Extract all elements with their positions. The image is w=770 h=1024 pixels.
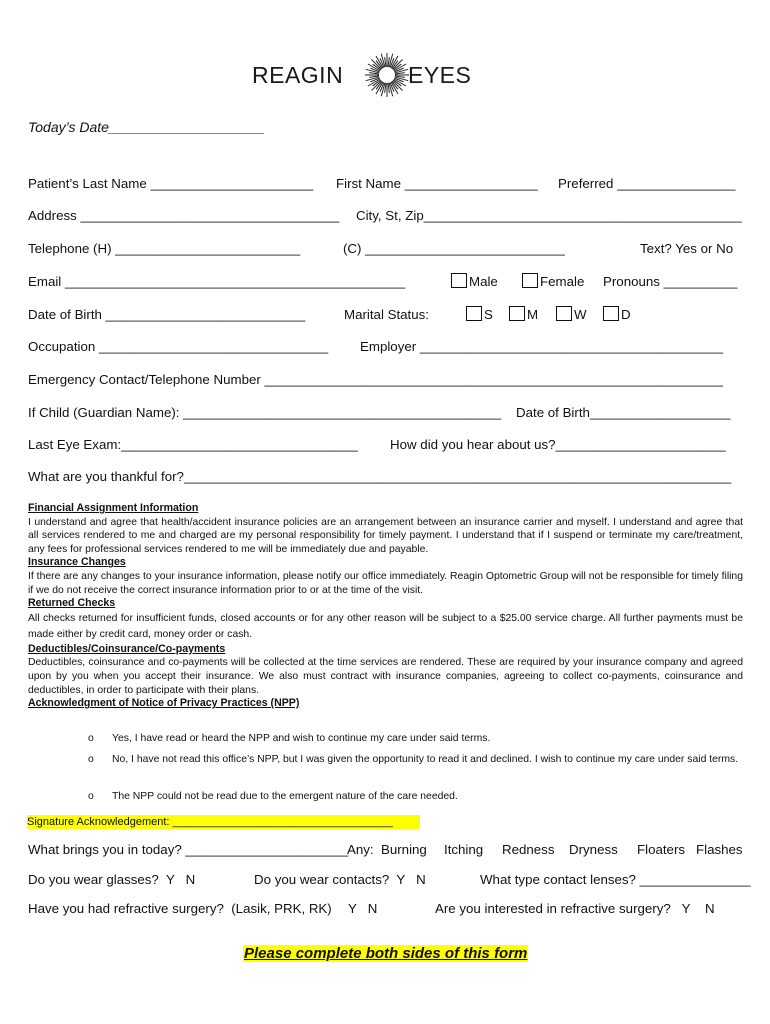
single-label: S (484, 307, 493, 322)
symptom-itching-option[interactable]: Itching (444, 842, 484, 857)
gender-male-option[interactable] (451, 273, 498, 289)
symptom-dryness-option[interactable]: Dryness (569, 842, 618, 857)
marital-divorced-option[interactable] (603, 306, 631, 322)
divorced-label: D (621, 307, 631, 322)
symptom-floaters-option[interactable]: Floaters (637, 842, 686, 857)
insurance-changes-text: If there are any changes to your insurance information, please notify our office immediately. Reagin Optometric Group will not be responsible for timely filing if we do not receive the correct insurance information prior to or at the time of the visit. (28, 570, 743, 596)
npp-option-text: No, I have not read this office’s NPP, but I was given the opportunity to read it and declined. I wish to continue my care under said terms. (112, 754, 739, 765)
thankful-for-field[interactable]: What are you thankful for?__________________________________________________________________________ (28, 469, 732, 484)
male-checkbox[interactable] (451, 273, 467, 288)
date-of-birth-field[interactable]: Date of Birth ___________________________ (28, 307, 306, 322)
insurance-changes-heading: Insurance Changes (28, 556, 126, 569)
employer-field[interactable]: Employer _________________________________________ (360, 339, 724, 354)
emergency-contact-field[interactable]: Emergency Contact/Telephone Number ______________________________________________________________ (28, 372, 724, 387)
divorced-checkbox[interactable] (603, 306, 619, 321)
occupation-field[interactable]: Occupation _______________________________ (28, 339, 329, 354)
address-field[interactable]: Address ___________________________________ (28, 208, 340, 223)
male-label: Male (469, 274, 498, 289)
visit-reason-field[interactable]: What brings you in today? ______________________ (28, 842, 349, 857)
referral-source-field[interactable]: How did you hear about us?_______________________ (390, 437, 726, 452)
refractive-surgery-yes-no[interactable]: Y N (348, 901, 378, 916)
signature-acknowledgement-field[interactable]: Signature Acknowledgement: ____________________________________ (27, 815, 420, 829)
todays-date-field[interactable]: Today’s Date____________________ (28, 119, 265, 135)
deductibles-heading: Deductibles/Coinsurance/Co-payments (28, 642, 226, 655)
refractive-interest-question[interactable]: Are you interested in refractive surgery? Y N (435, 901, 715, 916)
symptom-flashes-option[interactable]: Flashes (696, 842, 743, 857)
returned-checks-text: All checks returned for insufficient funds, closed accounts or for any other reason will be subject to a $25.00 service charge. All further payments must be made either by credit card, money order or cash. (28, 612, 743, 640)
widowed-checkbox[interactable] (556, 306, 572, 321)
female-label: Female (540, 274, 585, 289)
npp-option-bullet[interactable]: o (88, 791, 94, 802)
gender-female-option[interactable] (522, 273, 584, 289)
first-name-field[interactable]: First Name __________________ (336, 176, 538, 191)
financial-assignment-text: I understand and agree that health/accident insurance policies are an arrangement between an insurance carrier and myself. I understand and agree that all services rendered to me and charged are my personal responsibility for timely payment. I understand that if I suspend or terminate my care/treatment, any fees for professional services rendered to me will be immediately due and payable. (28, 516, 743, 555)
last-eye-exam-field[interactable]: Last Eye Exam:________________________________ (28, 437, 358, 452)
child-date-of-birth-field[interactable]: Date of Birth___________________ (516, 405, 731, 420)
single-checkbox[interactable] (466, 306, 482, 321)
deductibles-text: Deductibles, coinsurance and co-payments will be collected at the time services are rendered. These are required by your insurance company and agreed upon by you when you accept their insurance. We also must contract with insurance companies, agreeing to collect co-payments, coinsurance and deductibles, in order to participate with their plans. (28, 657, 743, 696)
npp-option-text: The NPP could not be read due to the emergent nature of the care needed. (112, 791, 458, 802)
npp-option-bullet[interactable]: o (88, 733, 94, 744)
returned-checks-heading: Returned Checks (28, 597, 116, 610)
pronouns-field[interactable]: Pronouns __________ (603, 274, 738, 289)
widowed-label: W (574, 307, 587, 322)
logo-word-reagin: REAGIN (252, 62, 344, 88)
telephone-home-field[interactable]: Telephone (H) _________________________ (28, 241, 301, 256)
policy-section (28, 502, 743, 711)
logo-word-eyes: EYES (408, 62, 472, 88)
npp-option-text: Yes, I have read or heard the NPP and wish to continue my care under said terms. (112, 733, 491, 744)
marital-widowed-option[interactable] (556, 306, 587, 322)
guardian-name-field[interactable]: If Child (Guardian Name): ___________________________________________ (28, 405, 502, 420)
telephone-cell-field[interactable]: (C) ___________________________ (343, 241, 565, 256)
female-checkbox[interactable] (522, 273, 538, 288)
contact-lens-type-field[interactable]: What type contact lenses? _______________ (480, 872, 751, 887)
wear-glasses-question[interactable]: Do you wear glasses? Y N (28, 872, 196, 887)
preferred-name-field[interactable]: Preferred ________________ (558, 176, 736, 191)
npp-option-bullet[interactable]: o (88, 754, 94, 765)
married-checkbox[interactable] (509, 306, 525, 321)
complete-both-sides-notice: Please complete both sides of this form (244, 945, 528, 962)
marital-single-option[interactable] (466, 306, 493, 322)
symptom-redness-option[interactable]: Redness (502, 842, 555, 857)
city-state-zip-field[interactable]: City, St, Zip___________________________________________ (356, 208, 742, 223)
npp-heading: Acknowledgment of Notice of Privacy Practices (NPP) (28, 697, 300, 710)
sunburst-eye-icon (364, 52, 410, 98)
married-label: M (527, 307, 539, 322)
email-field[interactable]: Email ______________________________________________ (28, 274, 406, 289)
symptom-burning-option[interactable]: Any: Burning (347, 842, 427, 857)
marital-status-label: Marital Status: (344, 307, 429, 322)
marital-married-option[interactable] (509, 306, 538, 322)
wear-contacts-question[interactable]: Do you wear contacts? Y N (254, 872, 426, 887)
text-preference-field[interactable]: Text? Yes or No (640, 241, 734, 256)
financial-assignment-heading: Financial Assignment Information (28, 502, 199, 514)
refractive-surgery-question: Have you had refractive surgery? (Lasik, PRK, RK) (28, 901, 332, 916)
patient-last-name-field[interactable]: Patient’s Last Name ______________________ (28, 176, 314, 191)
